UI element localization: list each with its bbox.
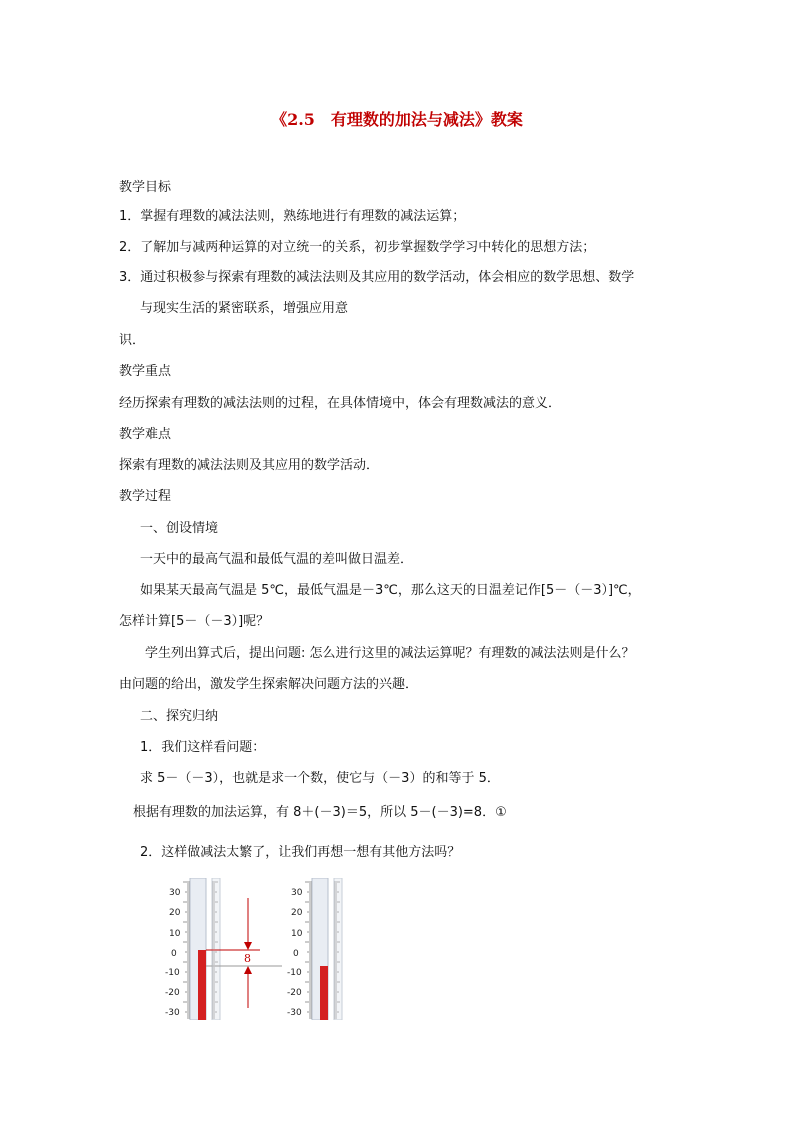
right-label-neg30: -30 bbox=[287, 1008, 302, 1018]
exploration-equation: 根据有理数的加法运算，有 8＋(－3)＝5，所以 5－(－3)=8．① bbox=[133, 805, 507, 820]
arrow-down-icon bbox=[244, 942, 252, 950]
scenario-example: 如果某天最高气温是 5℃，最低气温是－3℃，那么这天的日温差记作[5－（－3）]℃， bbox=[140, 583, 641, 598]
left-label-0: 0 bbox=[171, 949, 177, 959]
right-label-neg20: -20 bbox=[287, 988, 302, 998]
right-thermometer bbox=[282, 878, 342, 1020]
right-label-30: 30 bbox=[291, 888, 303, 898]
left-label-30: 30 bbox=[169, 888, 181, 898]
section-heading-objectives: 教学目标 bbox=[119, 180, 172, 195]
scenario-problem-posed: 学生列出算式后，提出问题: 怎么进行这里的减法运算呢？有理数的减法法则是什么？ bbox=[145, 646, 635, 661]
left-label-neg30: -30 bbox=[165, 1008, 180, 1018]
left-label-20: 20 bbox=[169, 908, 181, 918]
arrow-up-icon bbox=[244, 966, 252, 974]
left-label-neg10: -10 bbox=[165, 968, 180, 978]
right-label-0: 0 bbox=[293, 949, 299, 959]
scenario-question: 怎样计算[5－（－3）]呢？ bbox=[119, 614, 270, 629]
objective-item-2: 2．了解加与减两种运算的对立统一的关系，初步掌握数学学习中转化的思想方法； bbox=[119, 240, 596, 255]
exploration-step-2: 2．这样做减法太繁了，让我们再想一想有其他方法吗？ bbox=[140, 845, 461, 860]
objective-item-3-end: 识． bbox=[119, 333, 146, 348]
left-mercury-column bbox=[198, 950, 206, 1020]
exploration-step-1: 1．我们这样看问题： bbox=[140, 740, 266, 755]
thermometer-figure bbox=[160, 878, 350, 1020]
subsection-scenario: 一、创设情境 bbox=[140, 521, 219, 536]
exploration-reasoning: 求 5－（－3），也就是求一个数，使它与（－3）的和等于 5． bbox=[140, 771, 500, 786]
objective-item-3: 3．通过积极参与探索有理数的减法法则及其应用的数学活动，体会相应的数学思想、数学 bbox=[119, 270, 635, 285]
right-label-10: 10 bbox=[291, 929, 303, 939]
section-heading-key-points: 教学重点 bbox=[119, 364, 172, 379]
section-heading-difficulties: 教学难点 bbox=[119, 427, 172, 442]
left-thermometer bbox=[160, 878, 220, 1020]
left-label-neg20: -20 bbox=[165, 988, 180, 998]
objective-item-1: 1．掌握有理数的减法法则，熟练地进行有理数的减法运算； bbox=[119, 209, 466, 224]
section-heading-process: 教学过程 bbox=[119, 489, 172, 504]
scenario-definition: 一天中的最高气温和最低气温的差叫做日温差． bbox=[140, 552, 414, 567]
right-label-20: 20 bbox=[291, 908, 303, 918]
subsection-exploration: 二、探究归纳 bbox=[140, 709, 219, 724]
difference-label: 8 bbox=[244, 952, 251, 965]
objective-item-3-continued: 与现实生活的紧密联系，增强应用意 bbox=[140, 301, 349, 316]
key-point-text: 经历探索有理数的减法法则的过程，在具体情境中，体会有理数减法的意义． bbox=[119, 396, 562, 411]
right-label-neg10: -10 bbox=[287, 968, 302, 978]
scenario-motivation: 由问题的给出，激发学生探索解决问题方法的兴趣． bbox=[119, 677, 419, 692]
left-label-10: 10 bbox=[169, 929, 181, 939]
page-title: 《2.5 有理数的加法与减法》教案 bbox=[271, 110, 523, 129]
difficulty-text: 探索有理数的减法法则及其应用的数学活动． bbox=[119, 458, 380, 473]
right-mercury-column bbox=[320, 966, 328, 1020]
